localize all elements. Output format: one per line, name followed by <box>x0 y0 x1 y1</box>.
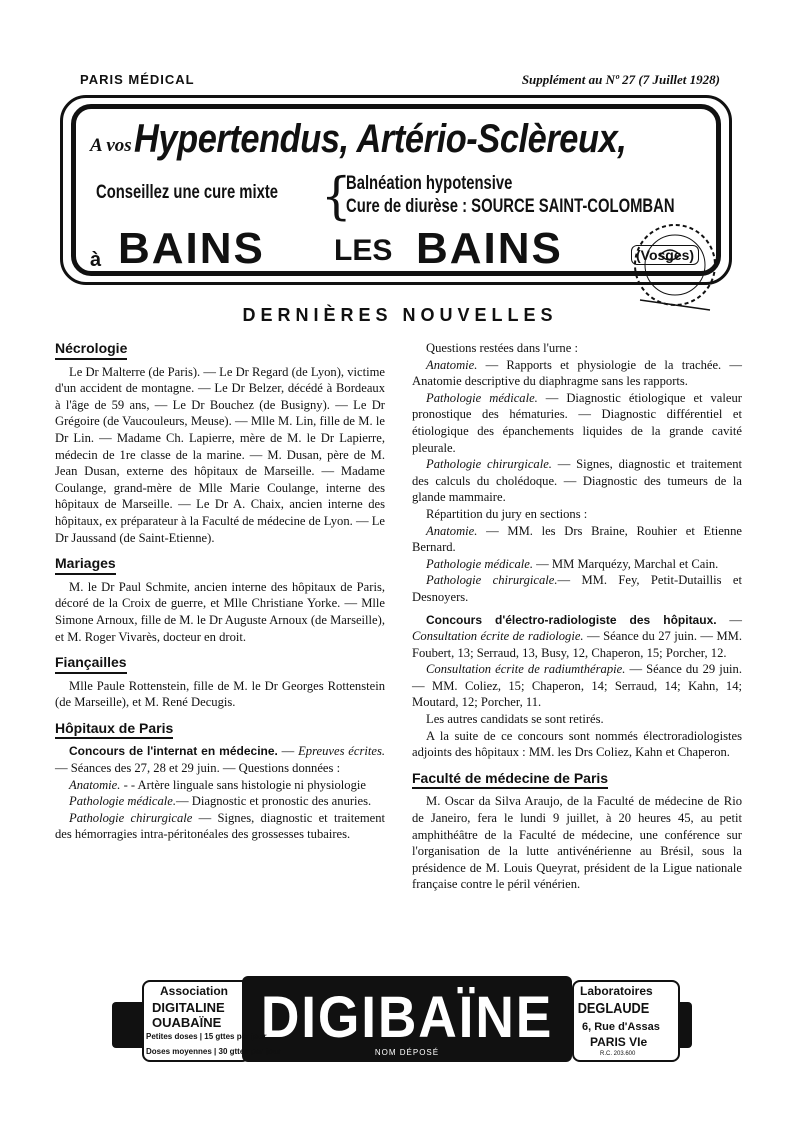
radium-em: Consultation écrite de radiumthérapie. <box>426 662 626 677</box>
jury-med-text: — MM Marquézy, Marchal et Cain. <box>533 556 719 571</box>
radium-concours <box>412 661 742 711</box>
ad-conseillez: Conseillez une cure mixte <box>96 182 279 203</box>
jury-anat-em: Anatomie. <box>426 523 478 538</box>
urne-anatomie <box>412 357 742 390</box>
anatomie-text: - - Artère linguale sans histologie ni physiologie <box>120 777 366 792</box>
running-head <box>80 72 720 90</box>
ad-line-cure: Cure de diurèse : SOURCE SAINT-COLOMBAN <box>346 196 675 217</box>
urne-anat-em: Anatomie. <box>426 357 478 372</box>
ad-association: Association <box>160 984 229 998</box>
electro-title: Concours d'électro-radiologiste des hôpitaux. <box>426 612 717 627</box>
anatomie-em: Anatomie. <box>69 777 121 792</box>
pathmed-em: Pathologie médicale. <box>69 794 177 809</box>
ad-dose-moyennes: Doses moyennes | 30 gttes par jour <box>146 1047 281 1056</box>
concours-text: — Séances des 27, 28 et 29 juin. — Questions données : <box>55 761 341 776</box>
ad-brand: DIGIBAÏNE <box>260 985 554 1050</box>
urne-pathchir-text: — Signes, diagnostic et traitement des calculs du cholédoque. — Diagnostic des tumeurs de la glande mammaire. <box>412 457 742 505</box>
heading-faculte: Faculté de médecine de Paris <box>412 770 608 790</box>
electro-concours: Concours d'électro-radiologiste des hôpitaux. — Consultation écrite de radiologie. — Séance du 27 juin. — MM. Foubert, 13; Serraud, 13, Busy, 12, Chaperon, 15; Porcher, 12. <box>412 612 743 660</box>
ad-bains-1: BAINS <box>118 224 265 273</box>
jury-intro: Répartition du jury en sections : <box>426 506 588 521</box>
fiancailles-text: Mlle Paule Rottenstein, fille de M. le Dr Georges Rottenstein (de Marseille), et M. René Decugis. <box>55 678 385 710</box>
concours-em: Epreuves écrites. <box>298 744 386 759</box>
ad-line-balneation: Balnéation hypotensive <box>346 173 513 194</box>
urne-intro: Questions restées dans l'urne : <box>426 341 578 355</box>
ad-a: à <box>90 249 102 271</box>
electro-em: Consultation écrite de radiologie. <box>412 629 584 644</box>
jury-chir-text: — MM. Fey, Petit-Dutaillis et Desnoyers. <box>412 573 742 604</box>
journal-title: PARIS MÉDICAL <box>80 72 195 87</box>
pathchir-text: — Signes, diagnostic et traitement des hémorragies intra-péritonéales des grossesses tubaires. <box>55 810 385 842</box>
jury-pathmed <box>412 556 742 573</box>
urne-anat-text: — Rapports et physiologie de la trachée. — Anatomie descriptive du diaphragme sans les rapports. <box>412 357 742 389</box>
right-column <box>412 340 742 893</box>
necrologie-text: Le Dr Malterre (de Paris). — Le Dr Regard (de Lyon), victime d'un accident de montagne. — Le Dr Belzer, décédé à Bordeaux à l'âge de 59 ans, — Le Dr Bouchez (de Busigny). — Le Dr Grégoire (de Vaucouleurs, Meuse). — Mlle M. Lin, fille de M. le Dr Lin. — Madame Ch. Lapierre, mère de M. le Dr Lapierre, médecin de 1re classe de la marine. — M. Dusan, père de M. Jean Dusan, externe des hôpitaux de Marseille. — Madame Coulange, grand-mère de Mlle Marie Coulange, interne des hôpitaux de Marseille. — Le Dr A. Chaix, ancien interne des hôpitaux, ex préparateur à la Faculté de médecine de Lyon. — Le Dr Jaussand (de Saint-Etienne). <box>55 364 385 545</box>
supplement-info: Supplément au Nº 27 (7 Juillet 1928) <box>521 72 720 87</box>
mariages-text: M. le Dr Paul Schmite, ancien interne des hôpitaux de Paris, décoré de la Croix de guerre, et Mlle Christiane Yorke. — Mlle Simone Arnoux, fille de M. le Dr Auguste Arnoux (de Marseille), et M. Roger Vivarès, docteur en droit. <box>55 579 385 644</box>
pathmed-question <box>55 793 385 810</box>
nommes-text: A la suite de ce concours sont nommés électroradiologistes adjoints des hôpitaux : MM. les Drs Coliez, Kahn et Chaperon. <box>412 728 742 760</box>
ad-les: LES <box>334 234 393 267</box>
ad-a-vos: A vos <box>90 135 132 156</box>
concours-internat: Concours de l'internat en médecine. — Epreuves écrites. — Séances des 27, 28 et 29 juin. — Questions données : <box>55 744 386 776</box>
pathchir-question <box>55 810 385 843</box>
ad-vosges: (Vosges) <box>631 245 699 265</box>
ad-digitaline: DIGITALINE <box>152 1000 225 1015</box>
anatomie-question <box>55 777 385 794</box>
digibaine-advertisement <box>112 972 692 1072</box>
brace-icon: { <box>321 166 352 226</box>
jury-med-em: Pathologie médicale. <box>426 556 534 571</box>
section-title: DERNIÈRES NOUVELLES <box>242 305 558 325</box>
ad-laboratoires: Laboratoires <box>580 984 653 998</box>
ad-deglaude: DEGLAUDE <box>577 1000 650 1017</box>
ad-nom-depose: NOM DÉPOSÉ <box>374 1048 440 1057</box>
heading-mariages: Mariages <box>55 555 116 575</box>
ad-paris: PARIS VIe <box>590 1035 648 1049</box>
ad-ouabaine: OUABAÏNE <box>152 1015 222 1030</box>
jury-anat-text: — MM. les Drs Braine, Rouhier et Etienne Bernard. <box>412 523 742 555</box>
pathmed-text: — Diagnostic et pronostic des anuries. <box>176 794 372 809</box>
radium-text: — Séance du 29 juin. — MM. Coliez, 15; Chaperon, 14; Serraud, 14; Kahn, 14; Moutard, 12; Porcher, 11. <box>412 662 742 710</box>
ad-rue: 6, Rue d'Assas <box>582 1021 660 1033</box>
urne-pathchir-em: Pathologie chirurgicale. <box>426 457 552 472</box>
heading-hopitaux: Hôpitaux de Paris <box>55 720 173 740</box>
heading-fiancailles: Fiançailles <box>55 654 127 674</box>
urne-pathmed <box>412 390 742 456</box>
ad-rc: R.C. 203.600 <box>600 1051 636 1057</box>
urne-pathmed-text: — Diagnostic étiologique et valeur pronostique des hématuries. — Diagnostic différentiel et étiologique des épanchements liquides de la grande cavité pleurale. <box>412 390 742 455</box>
ad-bains-2: BAINS <box>416 224 563 273</box>
electro-text: — Séance du 27 juin. — MM. Foubert, 13; Serraud, 13, Busy, 12, Chaperon, 15; Porcher, 12. <box>412 629 743 660</box>
jury-pathchir <box>412 572 742 605</box>
pathchir-em: Pathologie chirurgicale <box>69 810 193 825</box>
faculte-text: M. Oscar da Silva Araujo, de la Faculté de médecine de Rio de Janeiro, fera le lundi 9 juillet, à 20 heures 45, au petit amphithéâtre de la Faculté de médecine, une conférence sur l'organisation de la lutte antivénérienne au Brésil, sous la présidence de M. Louis Queyrat, président de la Ligue nationale française contre le péril vénérien. <box>412 794 742 892</box>
jury-anatomie <box>412 523 742 556</box>
jury-chir-em: Pathologie chirurgicale. <box>426 573 558 588</box>
left-column <box>55 340 385 843</box>
concours-title: Concours de l'internat en médecine. <box>69 744 278 759</box>
urne-pathchir <box>412 456 742 506</box>
ad-dose-petites: Petites doses | 15 gttes par jour <box>146 1032 267 1041</box>
urne-pathmed-em: Pathologie médicale. <box>426 390 538 405</box>
heading-necrologie: Nécrologie <box>55 340 127 360</box>
ad-headline: Hypertendus, Artério-Sclèreux, <box>134 117 627 161</box>
retires-text: Les autres candidats se sont retirés. <box>426 712 604 727</box>
